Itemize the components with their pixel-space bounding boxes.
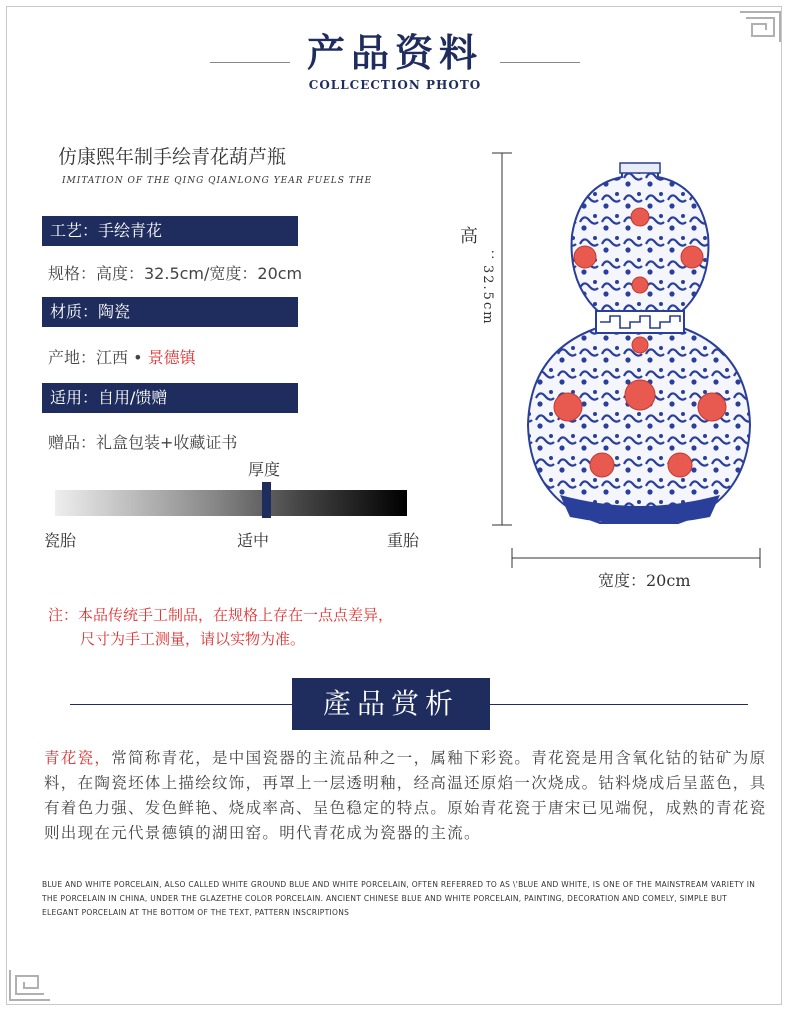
note-line-2: 尺寸为手工测量，请以实物为准。 <box>80 630 306 648</box>
page-subtitle: COLLCECTION PHOTO <box>308 78 482 92</box>
thickness-middle-label: 适中 <box>237 531 270 550</box>
note-line-1: 注：本品传统手工制品，在规格上存在一点点差异， <box>48 606 394 624</box>
page-title: 产品资料 <box>306 30 483 75</box>
origin-city: 景德镇 <box>147 348 196 367</box>
product-name-en: IMITATION OF THE QING QIANLONG YEAR FUELS THE <box>62 176 373 186</box>
width-label: 宽度：20cm <box>598 571 691 590</box>
analysis-text-en: BLUE AND WHITE PORCELAIN, ALSO CALLED WHITE GROUND BLUE AND WHITE PORCELAIN, OFTEN REFERRED TO AS \'BLUE AND WHITE, IS ONE OF THE MAINSTREAM VARIETY IN THE PORCELAIN IN CHINA, UNDER THE GLAZETHE COLOR PORCELAIN. ANCIENT CHINESE BLUE AND WHITE PORCELAIN, PAINTING, DECORATION AND COMELY, SIMPLE BUT ELEGANT PORCELAIN AT THE BOTTOM OF THE TEXT, PATTERN INSCRIPTIONS <box>42 880 756 917</box>
analysis-highlight: 青花瓷， <box>44 749 112 767</box>
product-name: 仿康熙年制手绘青花葫芦瓶 <box>58 146 287 168</box>
vase-image <box>490 145 780 585</box>
corner-ornament-bottom-left <box>8 968 52 1002</box>
section-title: 產品赏析 <box>292 678 490 730</box>
section-line-right <box>490 704 748 705</box>
height-value: ：32.5cm <box>480 250 495 326</box>
craft-bar: 工艺：手绘青花 <box>42 216 298 246</box>
section-line-left <box>70 704 292 705</box>
analysis-text: 常简称青花，是中国瓷器的主流品种之一，属釉下彩瓷。青花瓷是用含氧化钴的钴矿为原料，在陶瓷坯体上描绘纹饰，再罩上一层透明釉，经高温还原焰一次烧成。钴料烧成后呈蓝色，具有着色力强、发色鲜艳、烧成率高、呈色稳定的特点。原始青花瓷于唐宋已见端倪，成熟的青花瓷则出现在元代景德镇的湖田窑。明代青花成为瓷器的主流。 <box>44 749 767 842</box>
thickness-gradient <box>55 490 407 516</box>
analysis-paragraph <box>44 746 768 846</box>
size-spec: 规格：高度：32.5cm/宽度：20cm <box>48 264 303 283</box>
thickness-title: 厚度 <box>248 460 281 479</box>
gift-spec: 赠品：礼盒包装+收藏证书 <box>48 433 238 452</box>
origin-spec <box>48 345 196 368</box>
thickness-left-label: 瓷胎 <box>44 531 77 550</box>
thickness-marker <box>262 482 271 518</box>
thickness-right-label: 重胎 <box>387 531 420 550</box>
origin-label: 产地：江西 • <box>48 348 143 367</box>
height-label: 高 <box>460 226 478 247</box>
usage-bar: 适用：自用/馈赠 <box>42 383 298 413</box>
material-bar: 材质：陶瓷 <box>42 297 298 327</box>
